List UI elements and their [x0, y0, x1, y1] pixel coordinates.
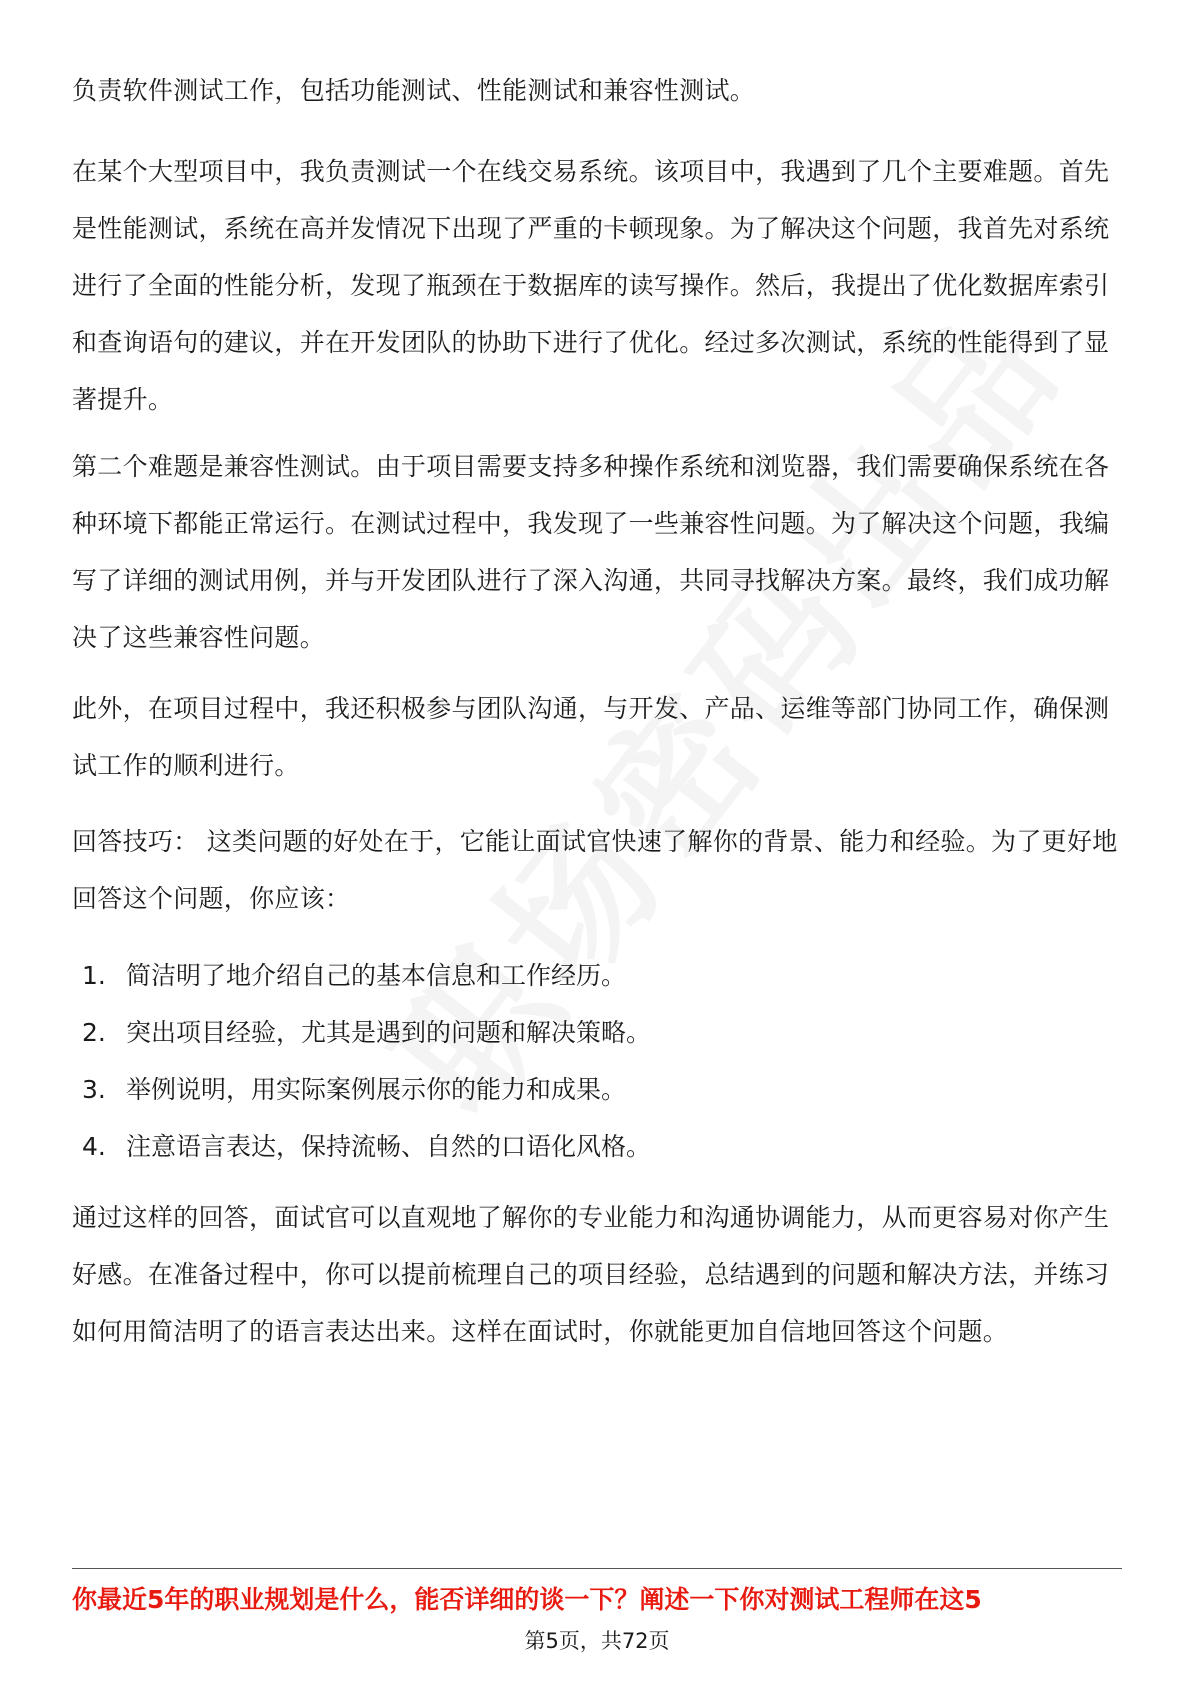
paragraph-job-duty: 负责软件测试工作，包括功能测试、性能测试和兼容性测试。 — [72, 76, 756, 105]
list-item-text: 注意语言表达，保持流畅、自然的口语化风格。 — [126, 1132, 652, 1161]
list-item — [82, 1118, 1082, 1175]
list-item-number: 1. — [82, 961, 106, 990]
paragraph-conclusion: 通过这样的回答，面试官可以直观地了解你的专业能力和沟通协调能力，从而更容易对你产生好感。在准备过程中，你可以提前梳理自己的项目经验，总结遇到的问题和解决方法，并练习如何用简洁明了的语言表达出来。这样在面试时，你就能更加自信地回答这个问题。 — [72, 1203, 1110, 1346]
paragraph-compatibility-challenge: 第二个难题是兼容性测试。由于项目需要支持多种操作系统和浏览器，我们需要确保系统在各种环境下都能正常运行。在测试过程中，我发现了一些兼容性问题。为了解决这个问题，我编写了详细的测试用例，并与开发团队进行了深入沟通，共同寻找解决方案。最终，我们成功解决了这些兼容性问题。 — [72, 452, 1110, 652]
list-item-text: 突出项目经验，尤其是遇到的问题和解决策略。 — [126, 1018, 652, 1047]
list-item-number: 4. — [82, 1132, 106, 1161]
list-item — [82, 947, 1082, 1004]
list-item-text: 举例说明，用实际案例展示你的能力和成果。 — [126, 1075, 627, 1104]
tips-list — [82, 947, 1082, 1175]
divider — [72, 1568, 1122, 1569]
next-question-heading: 你最近5年的职业规划是什么，能否详细的谈一下？阐述一下你对测试工程师在这5 — [72, 1585, 982, 1614]
paragraph-team-communication: 此外，在项目过程中，我还积极参与团队沟通，与开发、产品、运维等部门协同工作，确保测试工作的顺利进行。 — [72, 694, 1110, 780]
paragraph-answer-tips: 回答技巧： 这类问题的好处在于，它能让面试官快速了解你的背景、能力和经验。为了更好地回答这个问题，你应该： — [72, 827, 1118, 913]
list-item-number: 2. — [82, 1018, 106, 1047]
paragraph-performance-challenge: 在某个大型项目中，我负责测试一个在线交易系统。该项目中，我遇到了几个主要难题。首先是性能测试，系统在高并发情况下出现了严重的卡顿现象。为了解决这个问题，我首先对系统进行了全面的性能分析，发现了瓶颈在于数据库的读写操作。然后，我提出了优化数据库索引和查询语句的建议，并在开发团队的协助下进行了优化。经过多次测试，系统的性能得到了显著提升。 — [72, 157, 1110, 414]
document-page — [72, 0, 1122, 1684]
list-item-text: 简洁明了地介绍自己的基本信息和工作经历。 — [126, 961, 627, 990]
list-item — [82, 1004, 1082, 1061]
list-item — [82, 1061, 1082, 1118]
page-number: 第5页，共72页 — [524, 1629, 670, 1653]
list-item-number: 3. — [82, 1075, 106, 1104]
